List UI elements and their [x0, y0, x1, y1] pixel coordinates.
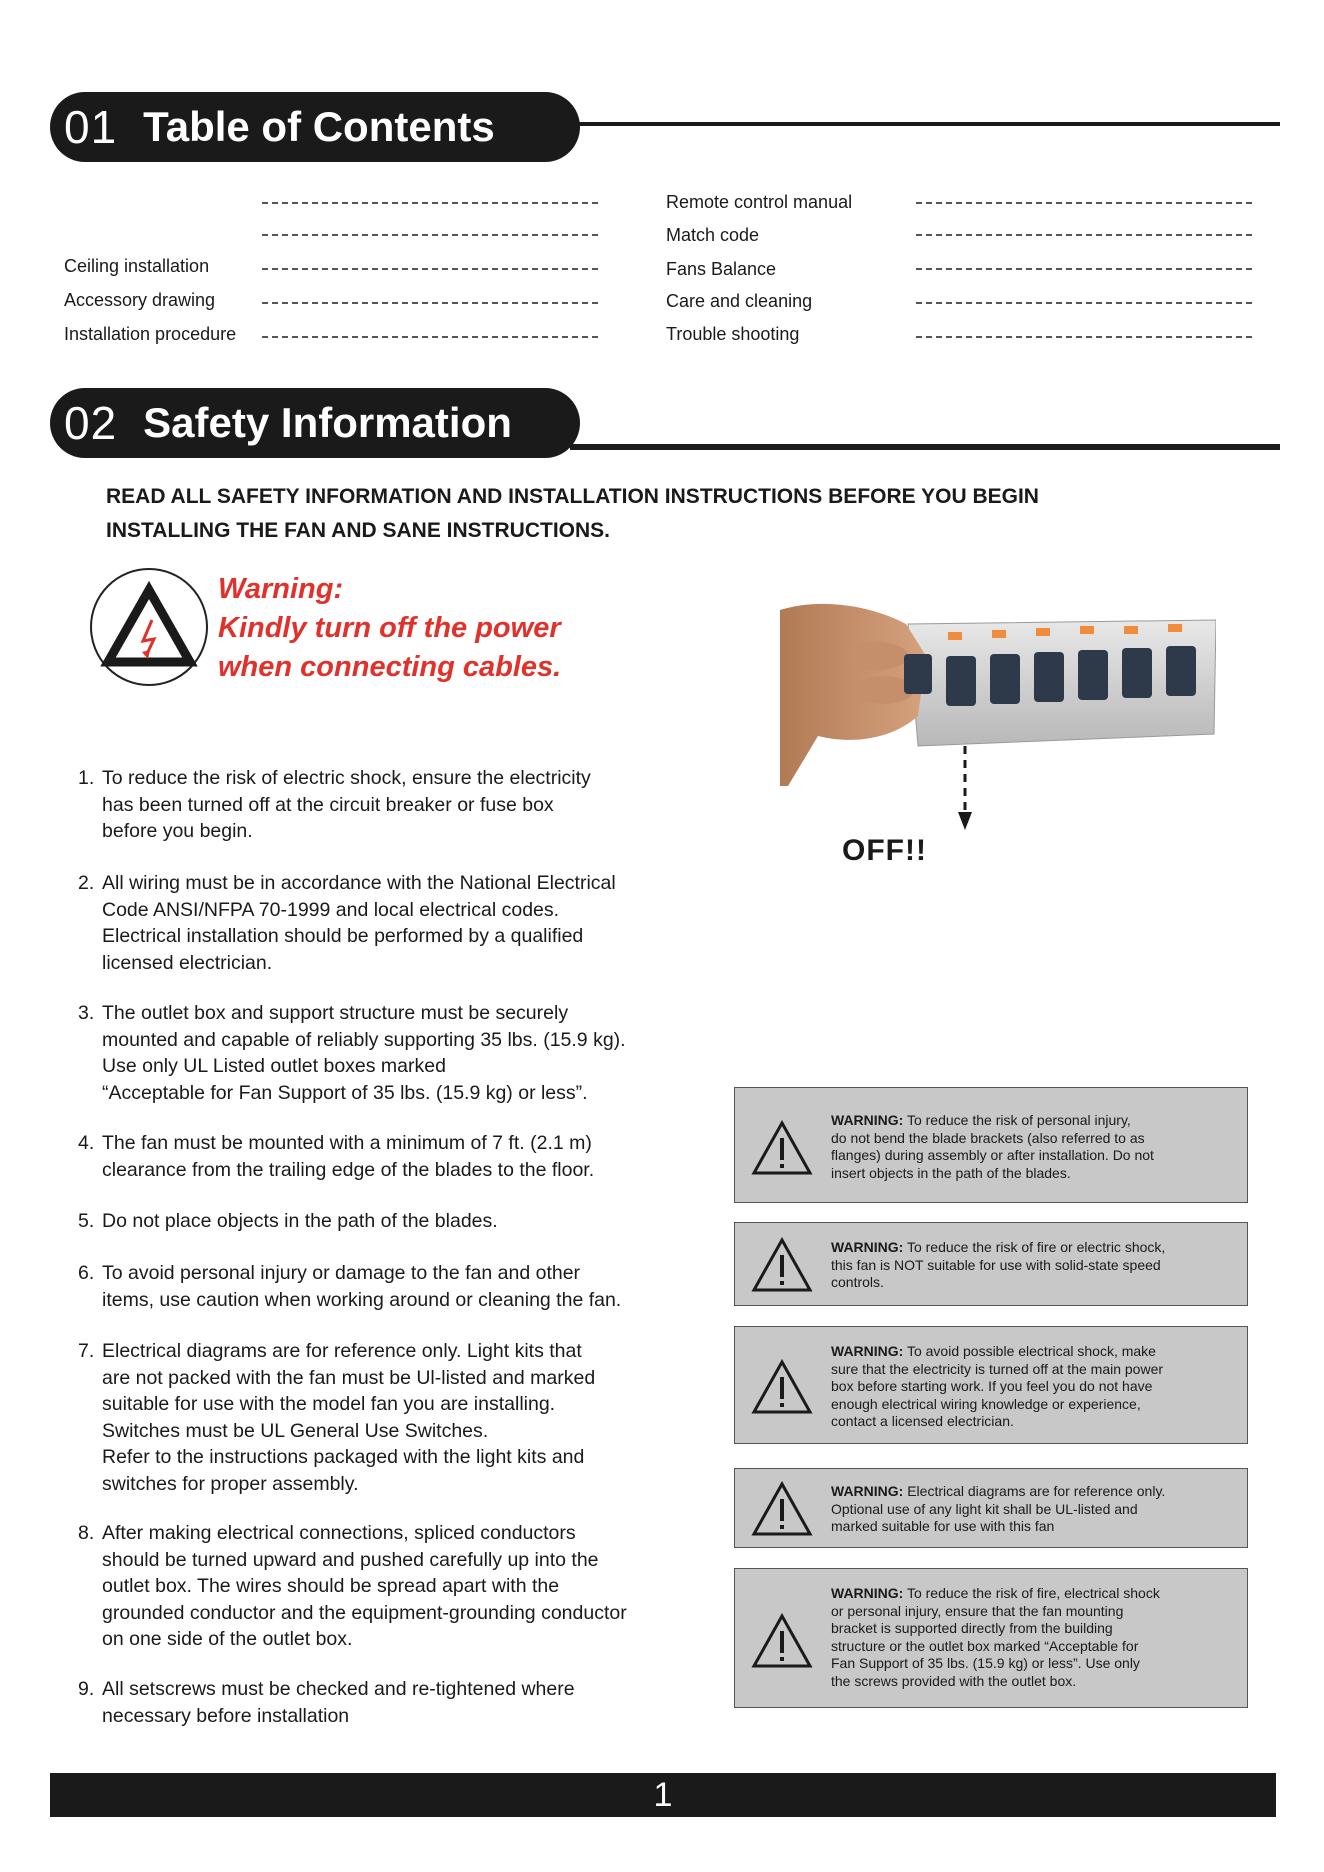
section-rule [570, 444, 1280, 450]
item-number: 7. [78, 1340, 95, 1362]
toc-section-pill [50, 92, 580, 162]
safety-item [78, 1208, 718, 1235]
warning-line: when connecting cables. [218, 651, 562, 683]
toc-leader [262, 302, 598, 304]
item-line: Use only UL Listed outlet boxes marked [102, 1055, 446, 1077]
toc-leader [916, 268, 1252, 270]
item-line: are not packed with the fan must be Ul-listed and marked [102, 1366, 596, 1389]
warning-line: To avoid possible electrical shock, make [903, 1343, 1156, 1359]
toc-leader [262, 202, 598, 204]
item-line: To avoid personal injury or damage to the fan and other [102, 1262, 581, 1284]
item-line: necessary before installation [102, 1704, 350, 1727]
section-title: Table of Contents [143, 103, 495, 150]
warning-label: WARNING: [831, 1483, 904, 1499]
safety-item [78, 1520, 718, 1653]
item-line: Switches must be UL General Use Switches. [102, 1419, 489, 1442]
item-line: should be turned upward and pushed carefully up into the [102, 1548, 599, 1571]
toc-entry[interactable] [666, 291, 812, 312]
power-warning-text [218, 570, 561, 687]
toc-entry[interactable] [666, 259, 776, 280]
warning-line: the screws provided with the outlet box. [831, 1672, 1077, 1689]
read-all-line: INSTALLING THE FAN AND SANE INSTRUCTIONS. [106, 519, 610, 542]
item-number: 3. [78, 1002, 95, 1024]
item-line: grounded conductor and the equipment-grounding conductor [102, 1601, 627, 1624]
toc-leader [916, 234, 1252, 236]
warning-line: To reduce the risk of fire, electrical shock [903, 1585, 1160, 1601]
safety-item [78, 1000, 718, 1106]
warning-line: insert objects in the path of the blades. [831, 1164, 1071, 1181]
item-number: 5. [78, 1210, 95, 1232]
item-line: Electrical diagrams are for reference only. Light kits that [102, 1340, 582, 1362]
warning-line: Kindly turn off the power [218, 612, 561, 644]
warning-line: Warning: [218, 573, 344, 605]
warning-line: Optional use of any light kit shall be UL-listed and [831, 1500, 1138, 1517]
hazard-triangle-icon [92, 570, 206, 684]
item-line: After making electrical connections, spliced conductors [102, 1522, 576, 1544]
item-line: Do not place objects in the path of the blades. [102, 1210, 498, 1232]
item-line: Electrical installation should be performed by a qualified [102, 925, 584, 947]
item-line: To reduce the risk of electric shock, ensure the electricity [102, 767, 591, 789]
toc-entry-label: Match code [666, 225, 760, 245]
warning-line: box before starting work. If you feel you do not have [831, 1378, 1153, 1395]
section-title: Safety Information [143, 399, 512, 446]
item-line: clearance from the trailing edge of the blades to the floor. [102, 1158, 595, 1181]
read-all-heading [106, 480, 1246, 548]
warning-line: sure that the electricity is turned off at the main power [831, 1360, 1164, 1377]
safety-item [78, 1260, 718, 1313]
toc-entry[interactable] [64, 290, 215, 311]
warning-line: bracket is supported directly from the building [831, 1620, 1113, 1637]
toc-entry-label: Installation procedure [64, 324, 237, 344]
safety-item [78, 765, 718, 845]
item-line: Refer to the instructions packaged with the light kits and [102, 1446, 585, 1468]
warning-line: flanges) during assembly or after installation. Do not [831, 1147, 1154, 1164]
warning-triangle-icon [751, 1359, 813, 1415]
warning-text [831, 1585, 1237, 1691]
safety-item [78, 1338, 718, 1497]
item-line: “Acceptable for Fan Support of 35 lbs. (15.9 kg) or less”. [102, 1081, 588, 1104]
warning-triangle-icon [751, 1237, 813, 1293]
warning-box [734, 1468, 1248, 1548]
read-all-line: READ ALL SAFETY INFORMATION AND INSTALLATION INSTRUCTIONS BEFORE YOU BEGIN [106, 485, 1039, 508]
circuit-breaker-photo [778, 596, 1216, 852]
warning-label: WARNING: [831, 1239, 904, 1255]
warning-line: Fan Support of 35 lbs. (15.9 kg) or less”. Use only [831, 1655, 1140, 1672]
item-line: before you begin. [102, 820, 253, 842]
section-number: 02 [64, 397, 118, 449]
item-number: 9. [78, 1678, 95, 1700]
toc-entry[interactable] [666, 225, 759, 246]
item-line: switches for proper assembly. [102, 1472, 359, 1495]
toc-leader [262, 268, 598, 270]
toc-leader [916, 302, 1252, 304]
warning-line: controls. [831, 1274, 884, 1291]
toc-section-header [50, 92, 1280, 164]
section-number: 01 [64, 101, 118, 153]
item-line: mounted and capable of reliably supporting 35 lbs. (15.9 kg). [102, 1028, 626, 1051]
safety-section-pill [50, 388, 580, 458]
toc-entry-label: Remote control manual [666, 192, 853, 212]
item-line: The fan must be mounted with a minimum of 7 ft. (2.1 m) [102, 1132, 592, 1154]
warning-box [734, 1087, 1248, 1203]
toc-entry-label: Care and cleaning [666, 291, 813, 311]
toc-entry-label: Accessory drawing [64, 290, 216, 310]
safety-item [78, 870, 718, 976]
toc-entry-label: Ceiling installation [64, 256, 210, 276]
safety-item [78, 1676, 718, 1729]
toc-entry[interactable] [666, 192, 852, 213]
toc-entry[interactable] [64, 256, 209, 277]
toc-leader [262, 336, 598, 338]
item-line: items, use caution when working around or cleaning the fan. [102, 1288, 622, 1311]
warning-text [831, 1343, 1237, 1431]
warning-triangle-icon [751, 1120, 813, 1176]
warning-triangle-icon [751, 1613, 813, 1669]
safety-section-header [50, 388, 1280, 460]
item-number: 1. [78, 767, 95, 789]
warning-text [831, 1239, 1237, 1292]
item-line: on one side of the outlet box. [102, 1628, 353, 1650]
item-line: licensed electrician. [102, 951, 273, 974]
toc-entry-label: Trouble shooting [666, 324, 800, 344]
warning-line: structure or the outlet box marked “Acceptable for [831, 1637, 1139, 1654]
item-line: All setscrews must be checked and re-tightened where [102, 1678, 575, 1700]
item-number: 2. [78, 872, 95, 894]
toc-entry-label: Fans Balance [666, 259, 777, 279]
item-line: Code ANSI/NFPA 70-1999 and local electrical codes. [102, 898, 560, 921]
warning-line: enough electrical wiring knowledge or experience, [831, 1395, 1141, 1412]
warning-label: WARNING: [831, 1112, 904, 1128]
warning-line: or personal injury, ensure that the fan mounting [831, 1602, 1124, 1619]
toc-leader [916, 336, 1252, 338]
item-number: 8. [78, 1522, 95, 1544]
toc-leader [262, 234, 598, 236]
warning-label: WARNING: [831, 1585, 904, 1601]
toc-entry[interactable] [64, 324, 236, 345]
page-footer [50, 1773, 1276, 1817]
warning-line: contact a licensed electrician. [831, 1413, 1014, 1430]
item-line: outlet box. The wires should be spread apart with the [102, 1575, 560, 1597]
toc-entry[interactable] [666, 324, 799, 345]
off-label: OFF!! [842, 834, 927, 867]
warning-box [734, 1222, 1248, 1306]
item-number: 6. [78, 1262, 95, 1284]
item-number: 4. [78, 1132, 95, 1154]
item-line: The outlet box and support structure must be securely [102, 1002, 569, 1024]
warning-box [734, 1568, 1248, 1708]
item-line: All wiring must be in accordance with the National Electrical [102, 872, 616, 894]
warning-line: To reduce the risk of personal injury, [903, 1112, 1131, 1128]
section-rule [570, 122, 1280, 126]
warning-line: this fan is NOT suitable for use with solid-state speed [831, 1256, 1161, 1273]
warning-line: do not bend the blade brackets (also referred to as [831, 1129, 1145, 1146]
toc-leader [916, 202, 1252, 204]
warning-line: To reduce the risk of fire or electric shock, [903, 1239, 1166, 1255]
safety-item [78, 1130, 718, 1183]
warning-text [831, 1483, 1237, 1536]
warning-text [831, 1112, 1237, 1182]
warning-label: WARNING: [831, 1343, 904, 1359]
warning-triangle-icon [751, 1481, 813, 1537]
item-line: has been turned off at the circuit breaker or fuse box [102, 793, 554, 816]
electric-hazard-icon [90, 568, 208, 686]
warning-box [734, 1326, 1248, 1444]
item-line: suitable for use with the model fan you are installing. [102, 1393, 556, 1415]
warning-line: Electrical diagrams are for reference only. [903, 1483, 1166, 1499]
warning-line: marked suitable for use with this fan [831, 1518, 1055, 1535]
page-number: 1 [653, 1776, 673, 1814]
